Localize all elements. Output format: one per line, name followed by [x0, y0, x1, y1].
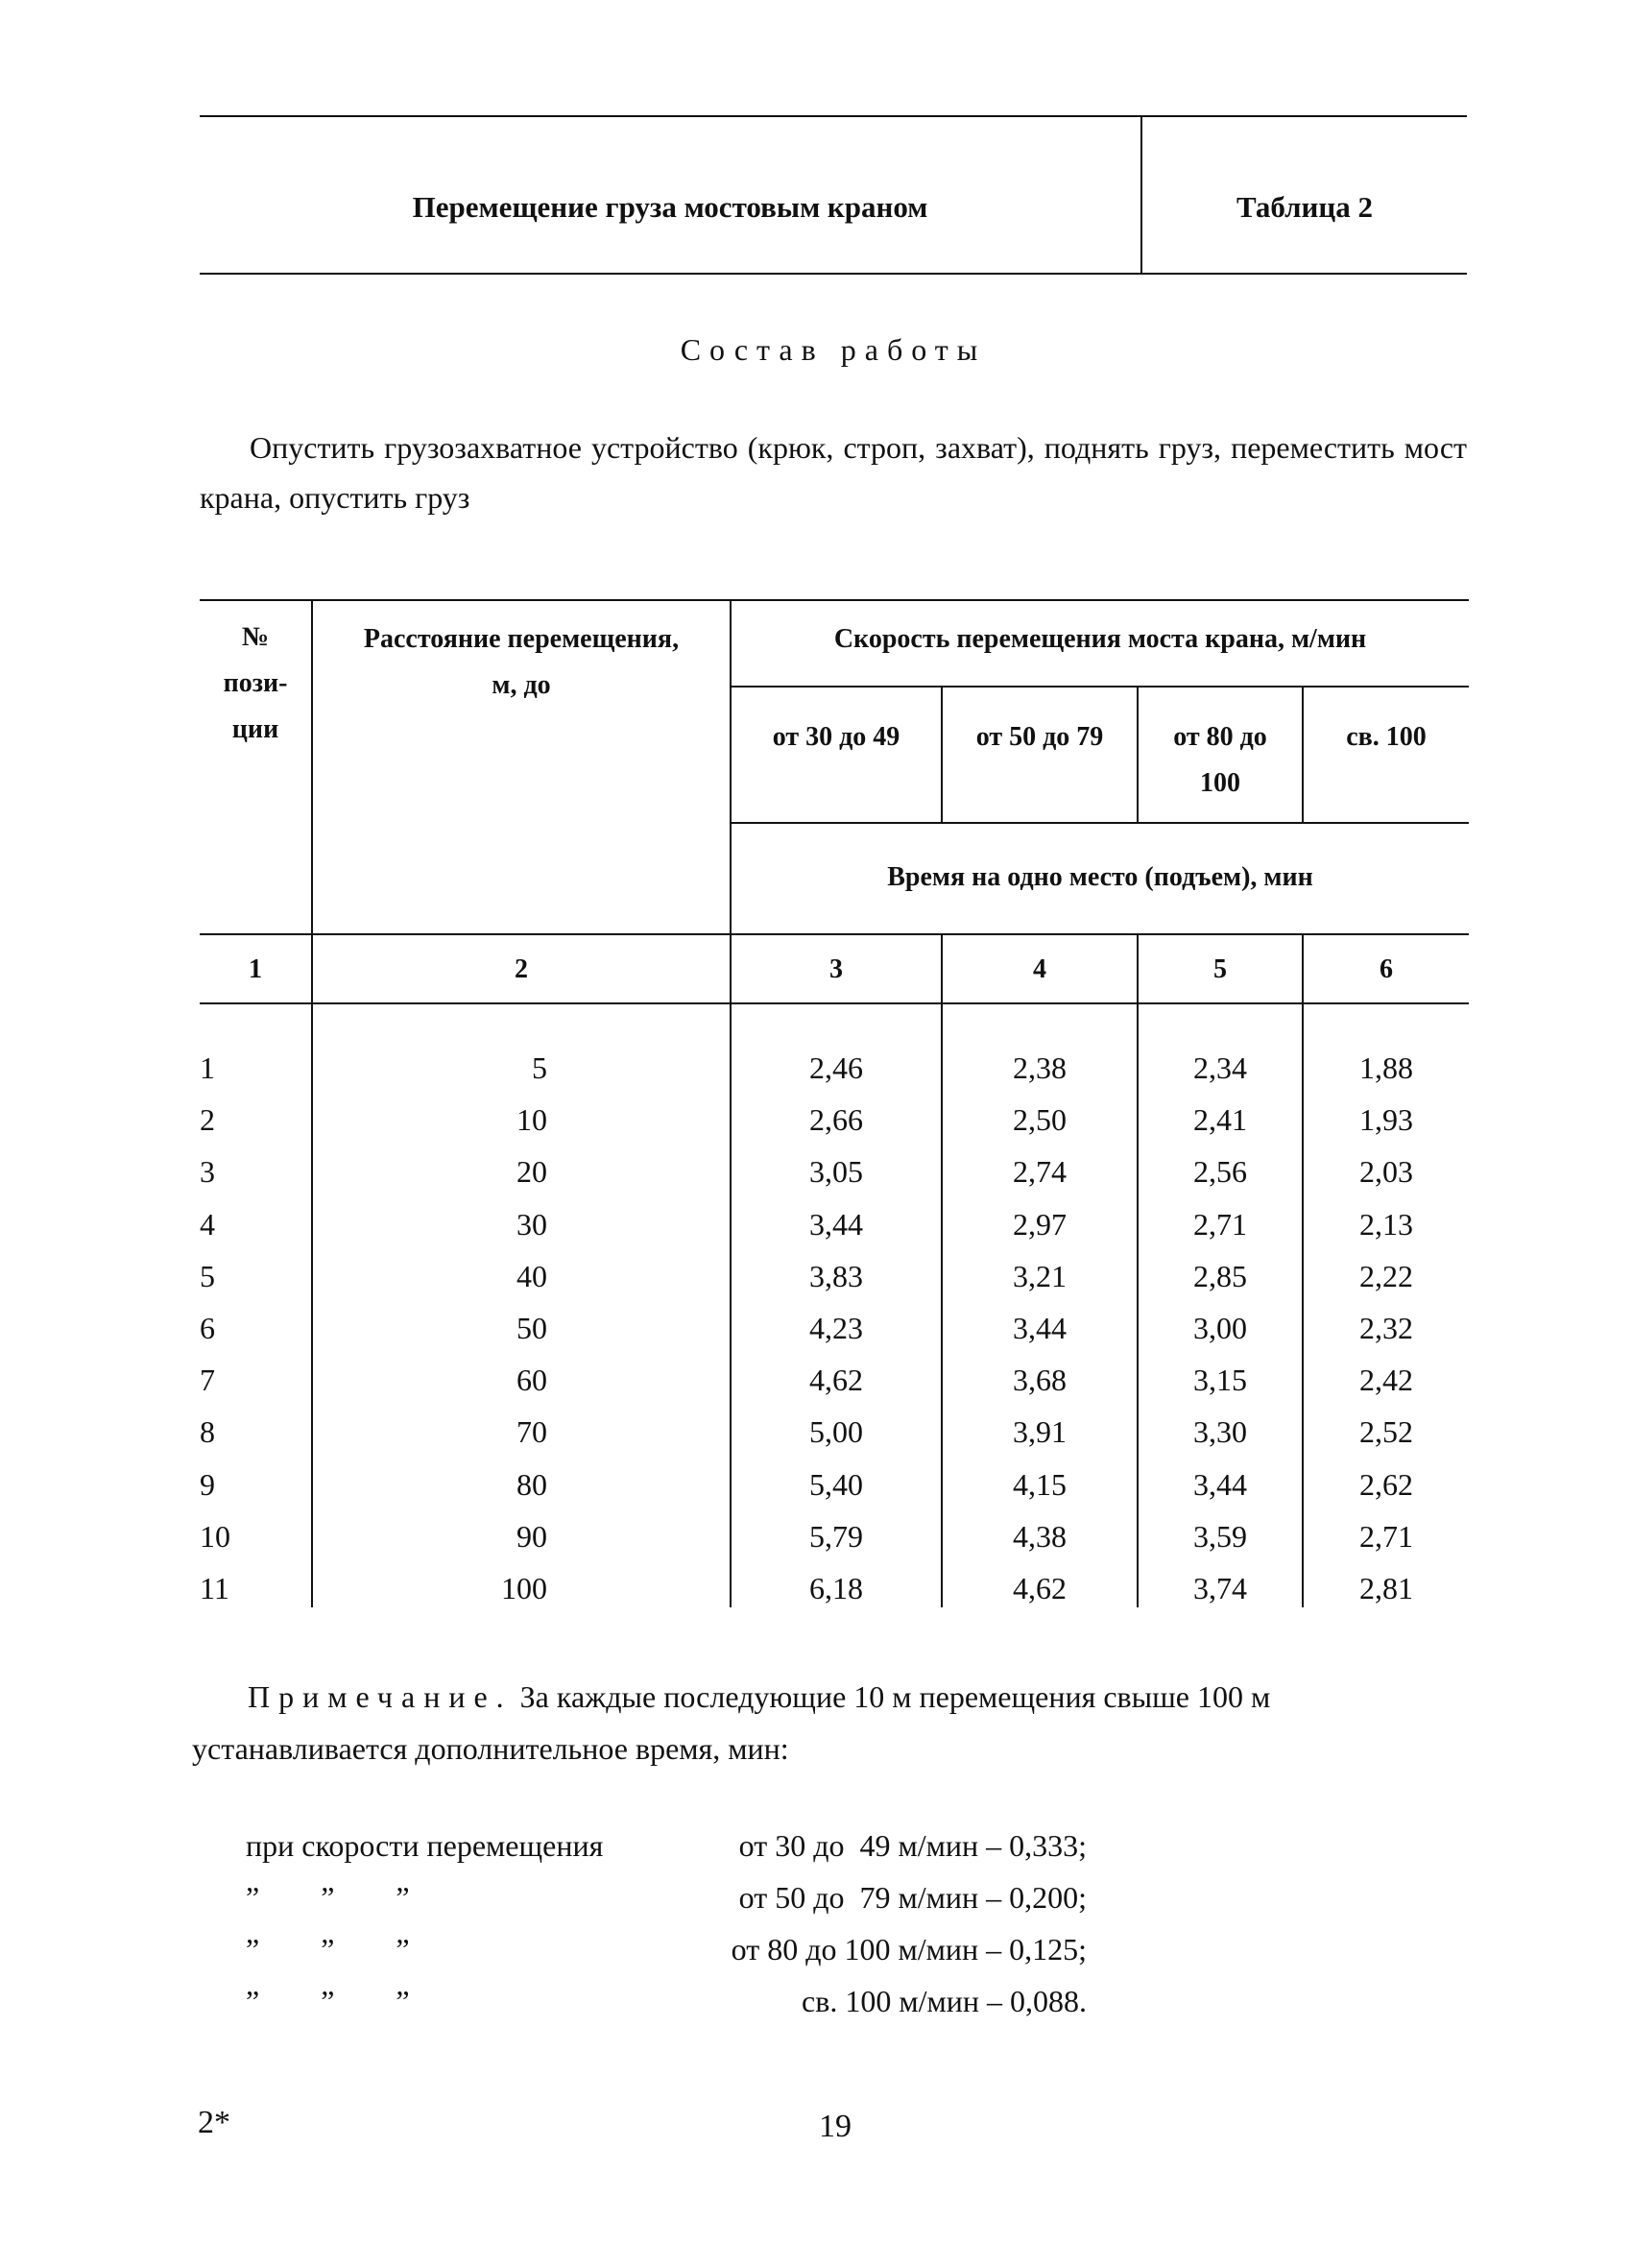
cell-speed-over-100: 2,13: [1359, 1206, 1413, 1242]
cell-position: 4: [200, 1206, 215, 1242]
col-position-header: [200, 615, 311, 753]
col-number-2: 2: [515, 954, 528, 984]
cell-speed-over-100: 1,93: [1359, 1102, 1413, 1138]
cell-speed-30-49: 5,40: [809, 1466, 863, 1502]
note-item-prefix: при скорости перемещения: [246, 1828, 604, 1863]
cell-position: 8: [200, 1414, 215, 1450]
section-text: Опустить грузозахватное устройство (крюк, строп, захват), поднять груз, переместить мост крана, опустить груз: [200, 430, 1467, 515]
cell-speed-30-49: 6,18: [809, 1571, 863, 1605]
col-number-4: 4: [1033, 954, 1046, 984]
cell-position: 10: [200, 1518, 230, 1554]
cell-speed-50-79: 2,50: [1013, 1102, 1067, 1138]
cell-position: 11: [200, 1571, 229, 1605]
note-item-prefix: ” ” ”: [246, 1880, 410, 1915]
cell-distance: 5: [532, 1050, 547, 1085]
cell-position: 2: [200, 1102, 215, 1138]
table-time-rule: [730, 822, 1469, 824]
cell-speed-50-79: 4,15: [1013, 1466, 1067, 1502]
cell-speed-50-79: 2,97: [1013, 1206, 1067, 1242]
cell-speed-80-100: 3,00: [1193, 1311, 1247, 1345]
cell-speed-50-79: 3,21: [1013, 1258, 1067, 1293]
cell-speed-80-100: 2,34: [1193, 1050, 1247, 1085]
cell-speed-30-49: 5,79: [809, 1518, 863, 1554]
col-position-line2: пози-: [223, 668, 288, 698]
cell-speed-30-49: 4,62: [809, 1363, 863, 1398]
cell-speed-80-100: 3,44: [1193, 1466, 1247, 1502]
table-colnum-top-rule: [200, 933, 1469, 935]
note-text-1: За каждые последующие 10 м перемещения свыше 100 м: [519, 1679, 1271, 1714]
cell-position: 7: [200, 1363, 215, 1398]
cell-speed-over-100: 2,42: [1359, 1363, 1413, 1398]
col-distance-line2: м, до: [492, 670, 551, 700]
cell-distance: 20: [516, 1154, 547, 1190]
cell-speed-30-49: 2,46: [809, 1050, 863, 1085]
cell-speed-over-100: 2,71: [1359, 1518, 1413, 1554]
cell-speed-30-49: 4,23: [809, 1311, 863, 1345]
table-top-rule: [200, 599, 1469, 601]
note-item-prefix: ” ” ”: [246, 1932, 410, 1966]
note-item-value: от 30 до 49 м/мин – 0,333;: [738, 1828, 1087, 1863]
cell-speed-80-100: 2,56: [1193, 1154, 1247, 1190]
cell-speed-over-100: 2,22: [1359, 1258, 1413, 1293]
cell-position: 9: [200, 1466, 215, 1502]
cell-distance: 10: [516, 1102, 547, 1138]
cell-speed-80-100: 2,85: [1193, 1258, 1247, 1293]
col-number-3: 3: [829, 954, 843, 984]
section-title: Состав работы: [680, 332, 987, 367]
cell-speed-80-100: 2,41: [1193, 1102, 1247, 1138]
cell-speed-80-100: 2,71: [1193, 1206, 1247, 1242]
speed-col-2: от 50 до 79: [975, 722, 1104, 752]
cell-speed-50-79: 3,68: [1013, 1363, 1067, 1398]
cell-distance: 60: [516, 1363, 547, 1398]
speed-col-4: св. 100: [1346, 722, 1427, 752]
cell-speed-over-100: 2,81: [1359, 1571, 1413, 1605]
note-block: [192, 1671, 1469, 1774]
cell-speed-30-49: 3,83: [809, 1258, 863, 1293]
time-label: Время на одно место (подъем), мин: [887, 862, 1313, 892]
cell-speed-30-49: 3,05: [809, 1154, 863, 1190]
cell-speed-80-100: 3,30: [1193, 1414, 1247, 1450]
cell-speed-30-49: 2,66: [809, 1102, 863, 1138]
speed-group-header: Скорость перемещения моста крана, м/мин: [833, 624, 1367, 654]
cell-speed-over-100: 2,62: [1359, 1466, 1413, 1502]
cell-speed-30-49: 5,00: [809, 1414, 863, 1450]
page-title: Перемещение груза мостовым краном: [412, 190, 928, 224]
cell-distance: 50: [516, 1311, 547, 1345]
cell-distance: 40: [516, 1258, 547, 1293]
note-item-value: от 50 до 79 м/мин – 0,200;: [738, 1880, 1087, 1915]
cell-speed-over-100: 2,52: [1359, 1414, 1413, 1450]
note-text-2: устанавливается дополнительное время, мин:: [192, 1731, 789, 1766]
cell-speed-80-100: 3,59: [1193, 1518, 1247, 1554]
note-label: Примечание.: [248, 1679, 513, 1714]
header-top-rule: [200, 115, 1467, 117]
speed-col-3: [1139, 714, 1302, 807]
note-item-value: св. 100 м/мин – 0,088.: [802, 1984, 1087, 2018]
col-distance-header: [313, 616, 730, 709]
table-speed-sub-rule: [730, 686, 1469, 688]
cell-speed-50-79: 2,74: [1013, 1154, 1067, 1190]
cell-distance: 70: [516, 1414, 547, 1450]
cell-speed-50-79: 4,62: [1013, 1571, 1067, 1605]
signature-mark: 2*: [198, 2105, 230, 2140]
speed-col-1: от 30 до 49: [772, 722, 900, 752]
col-number-5: 5: [1213, 954, 1227, 984]
col-distance-line1: Расстояние перемещения,: [363, 624, 680, 654]
cell-distance: 30: [516, 1206, 547, 1242]
col-number-6: 6: [1380, 954, 1393, 984]
header-bottom-rule: [200, 273, 1467, 275]
cell-position: 5: [200, 1258, 215, 1293]
note-item-value: от 80 до 100 м/мин – 0,125;: [731, 1932, 1087, 1966]
cell-speed-80-100: 3,15: [1193, 1363, 1247, 1398]
table-label: Таблица 2: [1236, 190, 1373, 224]
cell-speed-50-79: 2,38: [1013, 1050, 1067, 1085]
cell-speed-50-79: 4,38: [1013, 1518, 1067, 1554]
speed-col-3-line2: 100: [1200, 768, 1240, 798]
cell-speed-30-49: 3,44: [809, 1206, 863, 1242]
note-line-1: [192, 1671, 1469, 1723]
cell-distance: 80: [516, 1466, 547, 1502]
cell-speed-80-100: 3,74: [1193, 1571, 1247, 1605]
cell-distance: 90: [516, 1518, 547, 1554]
speed-col-3-line1: от 80 до: [1173, 722, 1267, 752]
cell-position: 3: [200, 1154, 215, 1190]
col-position-line3: ции: [231, 714, 279, 744]
cell-speed-50-79: 3,91: [1013, 1414, 1067, 1450]
page-number: 19: [819, 2109, 852, 2144]
table-colnum-bottom-rule: [200, 1002, 1469, 1004]
col-number-1: 1: [249, 954, 262, 984]
cell-speed-50-79: 3,44: [1013, 1311, 1067, 1345]
cell-position: 6: [200, 1311, 215, 1345]
cell-distance: 100: [501, 1571, 547, 1605]
cell-speed-over-100: 1,88: [1359, 1050, 1413, 1085]
col-position-line1: №: [241, 622, 270, 652]
cell-speed-over-100: 2,32: [1359, 1311, 1413, 1345]
cell-position: 1: [200, 1050, 215, 1085]
cell-speed-over-100: 2,03: [1359, 1154, 1413, 1190]
note-item-prefix: ” ” ”: [246, 1984, 410, 2018]
